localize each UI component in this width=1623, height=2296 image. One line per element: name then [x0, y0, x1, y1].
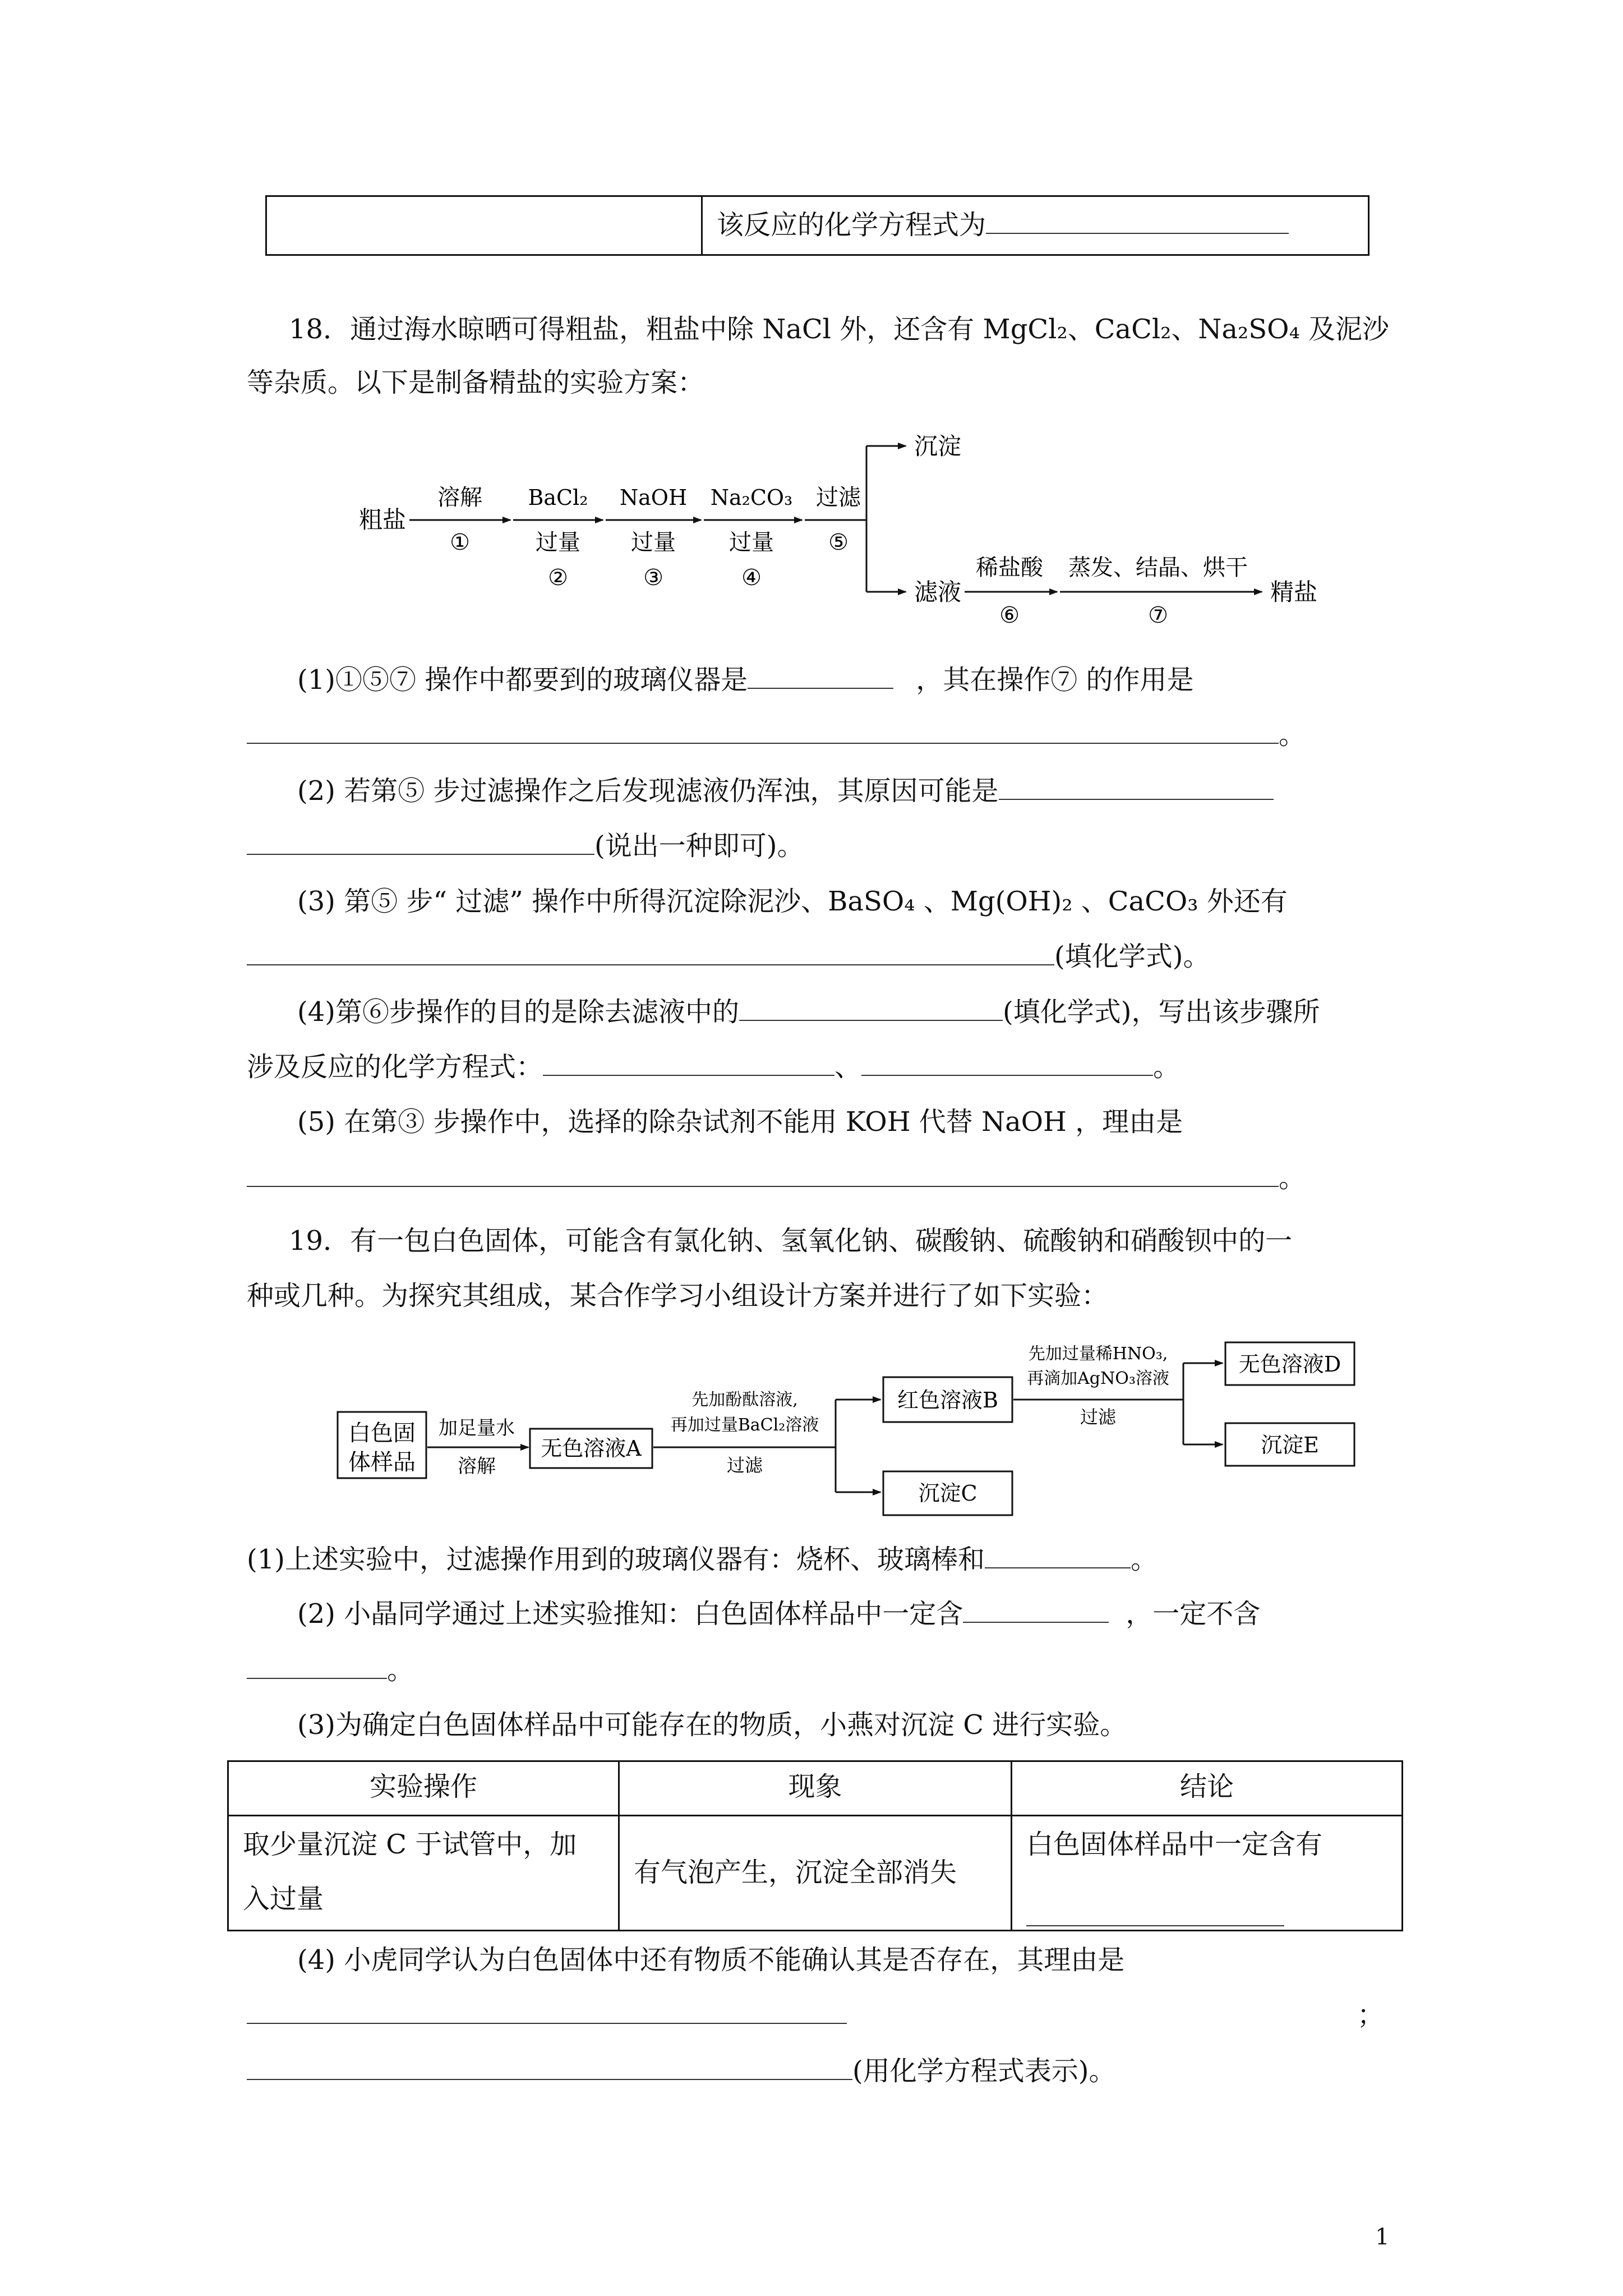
- flow19-solution-a: 无色溶液A: [541, 1436, 642, 1461]
- flow19-arrow3-top1: 先加过量稀HNO₃,: [1028, 1344, 1168, 1364]
- q18-p3-end: (填化学式)。: [1054, 941, 1210, 972]
- flow18-step3-bottom: ③: [643, 565, 663, 591]
- q19-intro-line2: 种或几种。为探究其组成，某合作学习小组设计方案并进行了如下实验：: [247, 1280, 1109, 1312]
- q19-p4-text: (4) 小虎同学认为白色固体中还有物质不能确认其是否存在，其理由是: [297, 1944, 1125, 1976]
- q18-p4-text-b: (填化学式)，写出该步骤所: [1003, 996, 1320, 1028]
- answer-blank[interactable]: [986, 208, 1289, 234]
- flow19-arrow1-top: 加足量水: [439, 1417, 515, 1439]
- flow18-step2-bottom: ②: [548, 565, 568, 591]
- flow19-solution-d: 无色溶液D: [1238, 1352, 1341, 1377]
- flow18-step1-bottom: ①: [450, 530, 470, 555]
- q18-flowchart: [359, 424, 1346, 642]
- top-table-text: 该反应的化学方程式为: [717, 209, 986, 241]
- flow18-step2-top: BaCl₂: [528, 485, 588, 510]
- flow18-step3-top: NaOH: [619, 485, 688, 510]
- q18-p3-text: (3) 第⑤ 步“ 过滤” 操作中所得沉淀除泥沙、BaSO₄ 、Mg(OH)₂ 、CaCO₃ 外还有: [297, 886, 1288, 917]
- answer-blank[interactable]: [247, 1998, 847, 2024]
- experiment-table-conclusion-cell: 白色固体样品中一定含有: [1011, 1815, 1403, 1931]
- flow18-step4-mid: 过量: [729, 530, 774, 555]
- flow19-arrow1-bottom: 溶解: [458, 1455, 496, 1478]
- flow18-end: 精盐: [1270, 578, 1318, 606]
- q19-intro-line1: 19．有一包白色固体，可能含有氯化钠、氢氧化钠、碳酸钠、硫酸钠和硝酸钡中的一: [289, 1225, 1293, 1257]
- q19-flowchart: [336, 1338, 1368, 1523]
- q18-p5-end: 。: [1279, 1162, 1306, 1194]
- answer-blank[interactable]: [247, 1161, 1279, 1187]
- q19-p4-end: (用化学方程式表示)。: [852, 2055, 1116, 2087]
- flow19-solution-b: 红色溶液B: [897, 1388, 998, 1412]
- flow18-step1-top: 溶解: [437, 485, 482, 510]
- answer-blank[interactable]: [247, 1653, 387, 1679]
- flow19-precipitate-e: 沉淀E: [1261, 1433, 1319, 1457]
- top-table-right-cell: [701, 195, 1370, 256]
- q19-p2-text-b: ，一定不含: [1126, 1598, 1261, 1630]
- answer-blank[interactable]: [985, 1543, 1131, 1568]
- flow18-evap-bottom: ⑦: [1148, 602, 1168, 628]
- experiment-table-header-operation: 实验操作: [227, 1760, 620, 1816]
- q18-intro-line2: 等杂质。以下是制备精盐的实验方案：: [247, 367, 705, 398]
- flow19-precipitate-c: 沉淀C: [918, 1481, 978, 1506]
- q19-p1-text: (1)上述实验中，过滤操作用到的玻璃仪器有：烧杯、玻璃棒和: [247, 1544, 985, 1575]
- q19-p2-text-a: (2) 小晶同学通过上述实验推知：白色固体样品中一定含: [297, 1598, 963, 1630]
- experiment-table-operation-cell: 取少量沉淀 C 于试管中，加 入过量: [227, 1815, 620, 1931]
- q18-p1-text-a: (1)①⑤⑦ 操作中都要到的玻璃仪器是: [297, 664, 748, 696]
- experiment-table-phenomenon-cell: 有气泡产生，沉淀全部消失: [618, 1815, 1012, 1931]
- answer-blank[interactable]: [247, 829, 594, 855]
- q18-p1-text-b: ，其在操作⑦ 的作用是: [916, 664, 1194, 696]
- q18-p4-end: 。: [1153, 1051, 1181, 1083]
- q18-intro-line1: 18．通过海水晾晒可得粗盐，粗盐中除 NaCl 外，还含有 MgCl₂、CaCl₂、Na₂SO₄ 及泥沙: [289, 314, 1390, 345]
- flow19-arrow3-bottom: 过滤: [1080, 1406, 1117, 1428]
- q19-p4-semicolon: ；: [1357, 1999, 1385, 2031]
- q18-p5-text: (5) 在第③ 步操作中，选择的除杂试剂不能用 KOH 代替 NaOH ，理由是: [297, 1106, 1183, 1138]
- experiment-table-header-conclusion: 结论: [1011, 1760, 1403, 1816]
- q18-p2-text: (2) 若第⑤ 步过滤操作之后发现滤液仍浑浊，其原因可能是: [297, 775, 999, 807]
- flow18-filtrate: 滤液: [914, 578, 962, 606]
- answer-blank[interactable]: [739, 995, 1003, 1021]
- q18-p4-sep: 、: [834, 1051, 862, 1083]
- flow18-acid-bottom: ⑥: [999, 602, 1020, 628]
- flow19-arrow2-top2: 再加过量BaCl₂溶液: [670, 1415, 819, 1435]
- q18-p1-end: 。: [1279, 719, 1306, 751]
- q18-p4-text-c: 涉及反应的化学方程式：: [247, 1051, 543, 1083]
- flow18-step5-bottom: ⑤: [828, 530, 849, 555]
- answer-blank[interactable]: [1026, 1901, 1284, 1926]
- flow18-start: 粗盐: [359, 506, 407, 533]
- experiment-table-header-phenomenon: 现象: [618, 1760, 1012, 1816]
- flow18-step5-top: 过滤: [816, 485, 861, 510]
- q19-p3-text: (3)为确定白色固体样品中可能存在的物质，小燕对沉淀 C 进行实验。: [297, 1709, 1127, 1741]
- q19-p2-end: 。: [387, 1654, 414, 1686]
- q18-p2-end: (说出一种即可)。: [594, 830, 804, 862]
- q19-p1-end: 。: [1131, 1544, 1158, 1575]
- flow18-precipitate: 沉淀: [914, 432, 962, 460]
- answer-blank[interactable]: [247, 718, 1279, 744]
- flow18-step3-mid: 过量: [631, 530, 676, 555]
- answer-blank[interactable]: [247, 940, 1054, 965]
- flow18-step4-top: Na₂CO₃: [710, 485, 793, 510]
- answer-blank[interactable]: [963, 1597, 1109, 1623]
- flow19-arrow2-top1: 先加酚酞溶液,: [691, 1390, 798, 1410]
- flow19-sample-line2: 体样品: [348, 1450, 416, 1475]
- answer-blank[interactable]: [247, 2054, 852, 2080]
- answer-blank[interactable]: [543, 1050, 834, 1076]
- flow18-acid-top: 稀盐酸: [976, 555, 1043, 581]
- experiment-op-line2: 入过量: [243, 1883, 324, 1915]
- page-number: 1: [1375, 2224, 1390, 2250]
- flow19-arrow3-top2: 再滴加AgNO₃溶液: [1027, 1369, 1169, 1388]
- flow19-sample-line1: 白色固: [348, 1420, 416, 1446]
- q18-p4-text-a: (4)第⑥步操作的目的是除去滤液中的: [297, 996, 739, 1028]
- flow18-step4-bottom: ④: [741, 565, 762, 591]
- flow18-step2-mid: 过量: [536, 530, 580, 555]
- answer-blank[interactable]: [748, 663, 893, 689]
- top-table-left-cell: [265, 195, 703, 256]
- answer-blank[interactable]: [861, 1050, 1153, 1076]
- answer-blank[interactable]: [999, 774, 1274, 800]
- flow19-arrow2-bottom: 过滤: [726, 1455, 763, 1476]
- flow18-evap-top: 蒸发、结晶、烘干: [1068, 555, 1248, 581]
